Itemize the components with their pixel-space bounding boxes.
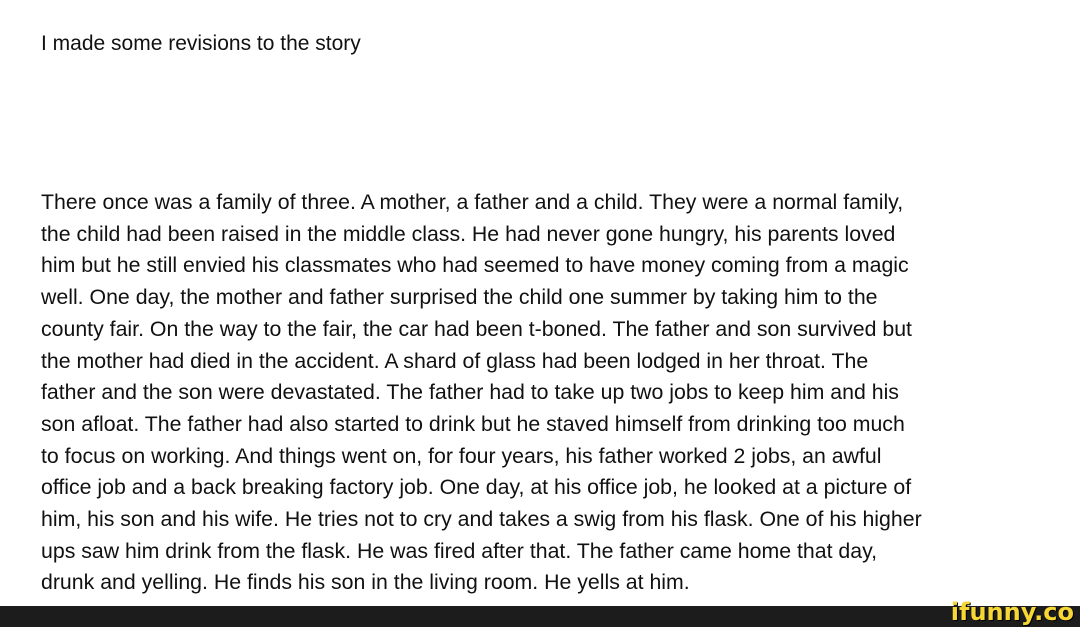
story-line: to focus on working. And things went on, for four years, his father worked 2 jobs, an awful [41,443,882,468]
story-line: the child had been raised in the middle class. He had never gone hungry, his parents loved [41,221,896,246]
story-line: son afloat. The father had also started to drink but he staved himself from drinking too much [41,411,905,436]
story-line: well. One day, the mother and father surprised the child one summer by taking him to the [41,285,878,310]
story-line: ups saw him drink from the flask. He was fired after that. The father came home that day, [41,538,878,563]
story-text [41,187,1061,599]
story-line: There once was a family of three. A mother, a father and a child. They were a normal family, [41,190,904,214]
story-line: drunk and yelling. He finds his son in the living room. He yells at him. [41,570,690,595]
story-line: office job and a back breaking factory job. One day, at his office job, he looked at a picture of [41,475,912,500]
story-line: him but he still envied his classmates who had seemed to have money coming from a magic [41,253,909,278]
story-line: the mother had died in the accident. A shard of glass had been lodged in her throat. The [41,348,869,373]
story-line: county fair. On the way to the fair, the car had been t-boned. The father and son survived but [41,316,912,341]
story-line: father and the son were devastated. The father had to take up two jobs to keep him and his [41,380,899,405]
story-line: him, his son and his wife. He tries not to cry and takes a swig from his flask. One of his higher [41,507,922,532]
watermark-bar [0,606,1080,627]
ifunny-watermark-logo: ifunny.co [950,598,1074,626]
post-title: I made some revisions to the story [41,32,361,55]
